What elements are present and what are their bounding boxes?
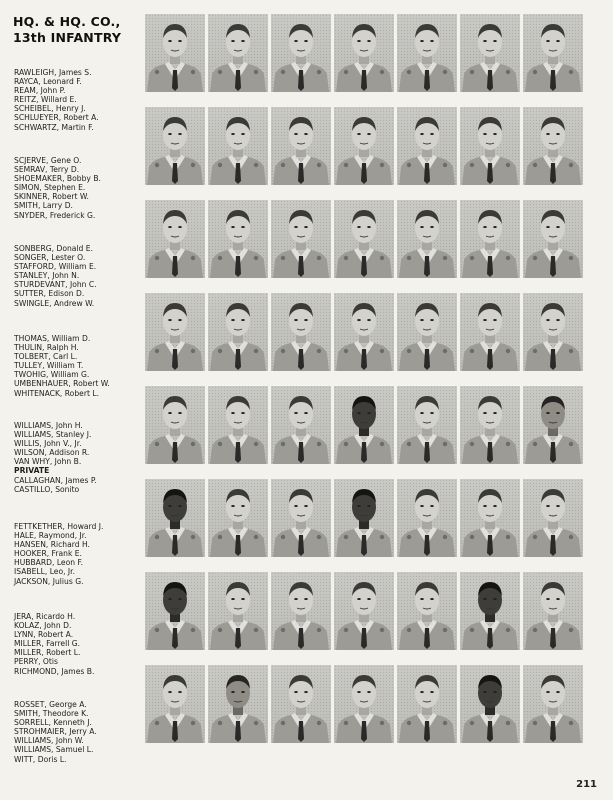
roster-name: SHOEMAKER, Bobby B. <box>14 174 101 184</box>
portrait-photo <box>208 14 268 92</box>
roster-name: WILLIAMS, Samuel L. <box>14 745 94 755</box>
roster-name: SUTTER, Edison D. <box>14 289 85 299</box>
roster-name: SCHLUEYER, Robert A. <box>14 113 99 123</box>
portrait-photo <box>271 200 331 278</box>
portrait-photo <box>397 479 457 557</box>
portrait-photo <box>334 14 394 92</box>
roster-name: TWOHIG, William G. <box>14 370 90 380</box>
roster-name: SKINNER, Robert W. <box>14 192 89 202</box>
portrait-photo <box>460 14 520 92</box>
roster-name: SEMRAV, Terry D. <box>14 165 80 175</box>
portrait-photo <box>334 293 394 371</box>
portrait-photo <box>460 200 520 278</box>
portrait-photo <box>145 107 205 185</box>
roster-name: STROHMAIER, Jerry A. <box>14 727 97 737</box>
portrait-photo <box>334 572 394 650</box>
portrait-photo <box>397 107 457 185</box>
portrait-photo <box>523 107 583 185</box>
portrait-photo <box>271 479 331 557</box>
roster-name: SCHEIBEL, Henry J. <box>14 104 86 114</box>
page-number: 211 <box>576 779 597 790</box>
portrait-photo <box>523 14 583 92</box>
portrait-photo <box>397 665 457 743</box>
roster-name: WILLIS, John V., Jr. <box>14 439 82 449</box>
roster-name: HUBBARD, Leon F. <box>14 558 84 568</box>
roster-name: UMBENHAUER, Robert W. <box>14 379 110 389</box>
portrait-photo <box>145 200 205 278</box>
roster-name: TULLEY, William T. <box>14 361 84 371</box>
roster-name: HANSEN, Richard H. <box>14 540 90 550</box>
roster-name: WILLIAMS, John H. <box>14 421 83 430</box>
portrait-photo <box>334 200 394 278</box>
roster-name: JERA, Ricardo H. <box>14 612 76 621</box>
portrait-photo <box>460 665 520 743</box>
portrait-photo <box>523 665 583 743</box>
roster-name: RAWLEIGH, James S. <box>14 68 92 77</box>
portrait-photo <box>271 665 331 743</box>
portrait-photo <box>397 200 457 278</box>
roster-name: PRIVATE <box>14 466 50 476</box>
roster-name: VAN WHY, John B. <box>14 457 82 467</box>
roster-name: CASTILLO, Sonito <box>14 484 80 494</box>
portrait-photo <box>145 665 205 743</box>
portrait-photo <box>460 386 520 464</box>
name-group <box>14 334 146 398</box>
portrait-photo <box>145 293 205 371</box>
portrait-photo <box>523 479 583 557</box>
portrait-photo <box>523 293 583 371</box>
roster-name: CALLAGHAN, James P. <box>14 475 97 485</box>
roster-name: WHITENACK, Robert L. <box>14 388 99 398</box>
name-group <box>14 244 146 308</box>
roster-name: PERRY, Otis <box>14 657 58 667</box>
portrait-photo <box>145 386 205 464</box>
unit-heading-line-2: 13th INFANTRY <box>13 30 122 45</box>
roster-name: SORRELL, Kenneth J. <box>14 718 92 728</box>
roster-name: SONGER, Lester O. <box>14 253 86 263</box>
portrait-photo <box>271 386 331 464</box>
portrait-photo <box>208 200 268 278</box>
portrait-photo <box>397 386 457 464</box>
roster-name: JACKSON, Julius G. <box>14 576 84 586</box>
roster-name: SCHWARTZ, Martin F. <box>14 122 94 132</box>
roster-name: THULIN, Ralph H. <box>14 343 79 353</box>
portrait-photo <box>460 293 520 371</box>
roster-name: HOOKER, Frank E. <box>14 549 82 559</box>
portrait-photo <box>208 293 268 371</box>
portrait-photo <box>208 386 268 464</box>
portrait-photo <box>334 107 394 185</box>
roster-name: WILSON, Addison R. <box>14 448 90 458</box>
portrait-photo <box>523 386 583 464</box>
portrait-photo <box>271 14 331 92</box>
portrait-photo <box>460 572 520 650</box>
portrait-photo <box>523 200 583 278</box>
roster-name: SMITH, Theodore K. <box>14 709 89 719</box>
portrait-photo <box>460 107 520 185</box>
roster-name: ISABELL, Leo, Jr. <box>14 567 76 577</box>
portrait-photo <box>460 479 520 557</box>
portrait-photo <box>271 293 331 371</box>
portrait-photo <box>208 479 268 557</box>
roster-name: KOLAZ, John D. <box>14 621 72 631</box>
roster-name: ROSSET, George A. <box>14 700 87 709</box>
portrait-photo <box>397 572 457 650</box>
portrait-photo <box>271 107 331 185</box>
roster-name: SCJERVE, Gene O. <box>14 156 82 165</box>
roster-name: FETTKETHER, Howard J. <box>14 522 104 531</box>
roster-name: THOMAS, William D. <box>14 334 91 343</box>
unit-heading-line-1: HQ. & HQ. CO., <box>13 14 121 29</box>
name-group <box>14 421 146 494</box>
portrait-photo <box>145 14 205 92</box>
roster-name: WILLIAMS, John W. <box>14 736 84 746</box>
portrait-photo <box>334 665 394 743</box>
roster-name: WITT, Doris L. <box>14 754 67 764</box>
portrait-grid <box>145 14 583 743</box>
portrait-photo <box>208 107 268 185</box>
roster-name: SONBERG, Donald E. <box>14 244 93 253</box>
roster-name: REITZ, Willard E. <box>14 95 77 105</box>
roster-name: STAFFORD, William E. <box>14 262 97 272</box>
portrait-photo <box>208 572 268 650</box>
name-group <box>14 522 146 586</box>
roster-name: STANLEY, John N. <box>14 271 80 281</box>
portrait-photo <box>397 14 457 92</box>
roster-name: MILLER, Farrell G. <box>14 639 81 649</box>
name-group <box>14 612 146 676</box>
roster-name: STURDEVANT, John C. <box>14 280 97 290</box>
portrait-photo <box>208 665 268 743</box>
name-group <box>14 68 146 132</box>
name-group <box>14 700 146 764</box>
portrait-photo <box>145 572 205 650</box>
unit-heading <box>13 14 138 46</box>
roster-name: REAM, John P. <box>14 86 66 96</box>
portrait-photo <box>145 479 205 557</box>
roster-name: LYNN, Robert A. <box>14 630 74 640</box>
portrait-photo <box>334 386 394 464</box>
portrait-photo <box>271 572 331 650</box>
roster-name: SMITH, Larry D. <box>14 201 73 211</box>
portrait-photo <box>334 479 394 557</box>
roster-name: WILLIAMS, Stanley J. <box>14 430 92 440</box>
roster-name: TOLBERT, Carl L. <box>14 352 78 362</box>
portrait-photo <box>523 572 583 650</box>
roster-name: SWINGLE, Andrew W. <box>14 298 95 308</box>
roster-name: SIMON, Stephen E. <box>14 183 86 193</box>
roster-name: SNYDER, Frederick G. <box>14 210 96 220</box>
roster-name: HALE, Raymond, Jr. <box>14 531 87 541</box>
roster-name: RAYCA, Leonard F. <box>14 77 82 87</box>
roster-name: RICHMOND, James B. <box>14 666 95 676</box>
name-group <box>14 156 146 220</box>
portrait-photo <box>397 293 457 371</box>
roster-name: MILLER, Robert L. <box>14 648 81 658</box>
